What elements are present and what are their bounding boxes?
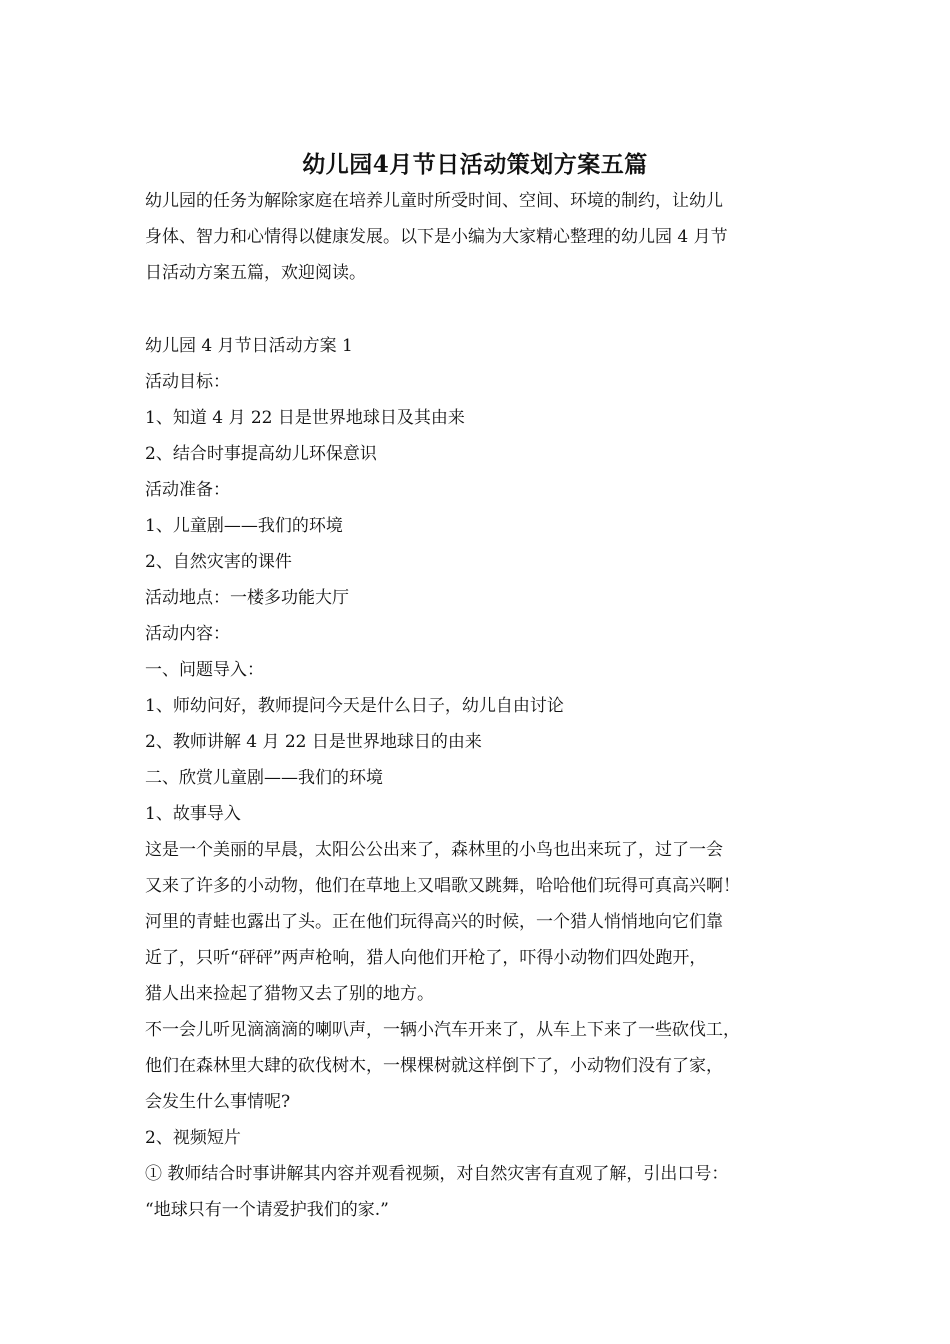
- intro-paragraph: [145, 183, 815, 291]
- text-line: 活动准备：: [145, 480, 230, 500]
- text-line: 不一会儿听见滴滴滴的喇叭声，一辆小汽车开来了，从车上下来了一些砍伐工，: [145, 1020, 740, 1040]
- intro-line: 幼儿园的任务为解除家庭在培养儿童时所受时间、空间、环境的制约，让幼儿: [145, 191, 723, 211]
- text-line: ① 教师结合时事讲解其内容并观看视频，对自然灾害有直观了解，引出口号：: [145, 1164, 729, 1184]
- text-line: 又来了许多的小动物，他们在草地上又唱歌又跳舞，哈哈他们玩得可真高兴啊！: [145, 876, 740, 896]
- document-body: [145, 328, 835, 1228]
- text-line: 1、知道 4 月 22 日是世界地球日及其由来: [145, 408, 465, 428]
- text-line: 1、儿童剧——我们的环境: [145, 516, 343, 536]
- text-line: 2、自然灾害的课件: [145, 552, 292, 572]
- text-line: 近了，只听“砰砰”两声枪响，猎人向他们开枪了，吓得小动物们四处跑开，: [145, 948, 707, 968]
- text-line: 2、结合时事提高幼儿环保意识: [145, 444, 377, 464]
- intro-line: 日活动方案五篇，欢迎阅读。: [145, 263, 366, 283]
- text-line: 这是一个美丽的早晨，太阳公公出来了，森林里的小鸟也出来玩了，过了一会: [145, 840, 723, 860]
- text-line: 活动地点：一楼多功能大厅: [145, 588, 349, 608]
- text-line: 河里的青蛙也露出了头。正在他们玩得高兴的时候，一个猎人悄悄地向它们靠: [145, 912, 723, 932]
- text-line: 猎人出来捡起了猎物又去了别的地方。: [145, 984, 434, 1004]
- text-line: 活动内容：: [145, 624, 230, 644]
- section-heading: 幼儿园 4 月节日活动方案 1: [145, 336, 353, 356]
- text-line: 1、故事导入: [145, 804, 241, 824]
- text-line: 2、视频短片: [145, 1128, 241, 1148]
- text-line: 2、教师讲解 4 月 22 日是世界地球日的由来: [145, 732, 482, 752]
- text-line: 一、问题导入：: [145, 660, 264, 680]
- text-line: “地球只有一个请爱护我们的家.”: [145, 1200, 389, 1220]
- text-line: 活动目标：: [145, 372, 230, 392]
- text-line: 二、欣赏儿童剧——我们的环境: [145, 768, 383, 788]
- intro-line: 身体、智力和心情得以健康发展。以下是小编为大家精心整理的幼儿园 4 月节: [145, 227, 728, 247]
- text-line: 会发生什么事情呢?: [145, 1092, 291, 1112]
- text-line: 他们在森林里大肆的砍伐树木，一棵棵树就这样倒下了，小动物们没有了家，: [145, 1056, 723, 1076]
- text-line: 1、师幼问好，教师提问今天是什么日子，幼儿自由讨论: [145, 696, 564, 716]
- document-title: 幼儿园4月节日活动策划方案五篇: [302, 151, 648, 179]
